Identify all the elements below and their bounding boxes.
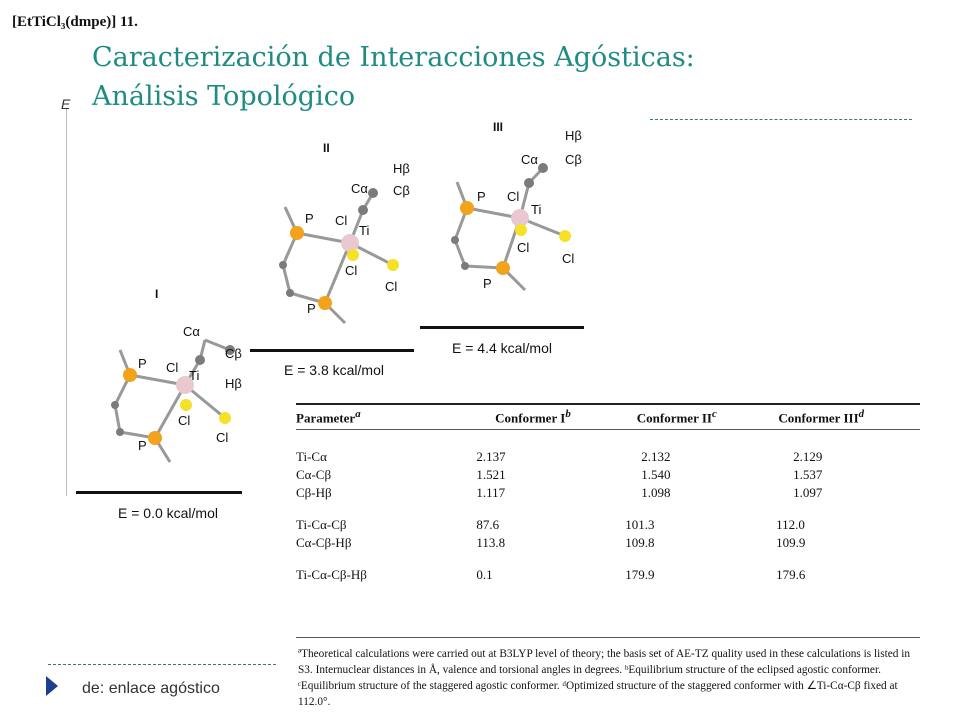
- carbon-atom: [279, 261, 287, 269]
- param-name: Ti-Cα-Cβ: [296, 517, 347, 532]
- Cl-label: Cl: [562, 251, 575, 266]
- value-I: 1.521: [476, 467, 506, 482]
- table-row: [296, 534, 920, 552]
- chlorine-atom: [387, 259, 399, 271]
- value-III: 1.537: [793, 467, 823, 482]
- conformer-III-structure: [425, 128, 595, 318]
- P-label: P: [307, 301, 316, 316]
- Cl-label: Cl: [507, 189, 520, 204]
- H-beta-label: Hβ: [565, 128, 582, 143]
- Cl-label: Cl: [335, 213, 348, 228]
- value-I: 1.117: [476, 485, 506, 500]
- phosphorus-atom: [290, 226, 304, 240]
- carbon-atom: [368, 188, 378, 198]
- header-text: Parameter: [296, 410, 356, 426]
- Cl-label: Cl: [517, 240, 530, 255]
- header-parameter: [296, 405, 455, 429]
- table-row: [296, 448, 920, 466]
- param-name: Cα-Cβ-Hβ: [296, 535, 352, 550]
- footer-text: de: enlace agóstico: [82, 680, 220, 697]
- Cl-label: Cl: [345, 263, 358, 278]
- row-gap: [296, 502, 920, 516]
- table-header-rule: [296, 429, 920, 430]
- carbon-atom: [538, 163, 548, 173]
- energy-axis: [66, 108, 67, 496]
- conformer-II-structure: [255, 155, 425, 345]
- titanium-atom: [341, 234, 359, 252]
- carbon-atom: [451, 236, 459, 244]
- Cl-label: Cl: [166, 360, 179, 375]
- value-II: 2.132: [641, 449, 671, 464]
- row-gap: [296, 552, 920, 566]
- title-divider: [650, 119, 912, 120]
- table-row: [296, 566, 920, 584]
- energy-level-II: [250, 349, 414, 352]
- Cl-label: Cl: [178, 413, 191, 428]
- value-II: 179.9: [625, 567, 655, 582]
- Ti-label: Ti: [189, 368, 200, 383]
- energy-axis-label: E: [61, 96, 71, 112]
- C-beta-label: Cβ: [393, 183, 410, 198]
- C-alpha-label: Cα: [183, 324, 200, 339]
- table-footnote: ªTheoretical calculations were carried out at B3LYP level of theory; the basis set of AE-TZ quality used in these calculations is listed in S3. Internuclear distances in Å, valence and torsional angles in degrees. ᵇEquilibrium structure of the eclipsed agostic conformer. ᶜEquilibrium structure of the staggered agostic conformer. ᵈOptimized structure of the staggered conformer with ∠Ti-Cα-Cβ fixed at 112.0°.: [298, 648, 911, 708]
- chlorine-atom: [347, 249, 359, 261]
- Ti-label: Ti: [531, 202, 542, 217]
- value-II: 1.098: [641, 485, 671, 500]
- H-beta-label: Hβ: [225, 376, 242, 391]
- energy-level-I: [76, 491, 242, 494]
- table-header-row: [296, 405, 920, 429]
- conformer-II-label: II: [323, 141, 330, 155]
- energy-II: E = 3.8 kcal/mol: [284, 362, 384, 378]
- C-alpha-label: Cα: [521, 152, 538, 167]
- chlorine-atom: [180, 399, 192, 411]
- parameter-table: [296, 403, 920, 584]
- header-text: Conformer III: [778, 410, 859, 426]
- value-II: 1.540: [641, 467, 671, 482]
- phosphorus-atom: [148, 431, 162, 445]
- carbon-atom: [524, 178, 534, 188]
- table-bottom-rule: [296, 637, 920, 638]
- value-III: 1.097: [793, 485, 823, 500]
- bullet-arrow-icon: [46, 676, 58, 696]
- header-conformer-II: [637, 405, 779, 429]
- carbon-atom: [195, 355, 205, 365]
- Cl-label: Cl: [216, 430, 229, 445]
- value-II: 101.3: [625, 517, 655, 532]
- table-row: [296, 466, 920, 484]
- value-III: 179.6: [776, 567, 806, 582]
- value-II: 109.8: [625, 535, 655, 550]
- value-I: 87.6: [476, 517, 500, 532]
- table-row: [296, 484, 920, 502]
- slide-title: [92, 38, 812, 116]
- carbon-atom: [358, 205, 368, 215]
- value-I: 113.8: [476, 535, 506, 550]
- C-beta-label: Cβ: [565, 152, 582, 167]
- phosphorus-atom: [123, 368, 137, 382]
- header-text: Conformer II: [636, 410, 712, 426]
- value-III: 112.0: [776, 517, 805, 532]
- P-label: P: [477, 189, 486, 204]
- conformer-I-label: I: [155, 287, 159, 301]
- energy-level-III: [420, 326, 584, 329]
- param-name: Ti-Cα: [296, 449, 327, 464]
- param-name: Cα-Cβ: [296, 467, 332, 482]
- param-name: Cβ-Hβ: [296, 485, 332, 500]
- C-alpha-label: Cα: [351, 181, 368, 196]
- Ti-label: Ti: [359, 223, 370, 238]
- chlorine-atom: [219, 412, 231, 424]
- table-row: [296, 516, 920, 534]
- footer-divider: [48, 664, 276, 665]
- header-conformer-III: [778, 405, 920, 429]
- header-conformer-I: [455, 405, 637, 429]
- value-III: 109.9: [776, 535, 806, 550]
- carbon-atom: [111, 401, 119, 409]
- conformer-I-structure: [80, 300, 280, 480]
- phosphorus-atom: [460, 201, 474, 215]
- header-text: Conformer I: [495, 410, 566, 426]
- chlorine-atom: [559, 230, 571, 242]
- carbon-atom: [461, 262, 469, 270]
- conformer-III-label: III: [493, 120, 504, 134]
- compound-tag: [EtTiCl₃(dmpe)] 11.: [12, 14, 138, 30]
- header-sup: d: [858, 407, 865, 420]
- header-sup: a: [355, 407, 361, 420]
- slide-title-line1: Caracterización de Interacciones Agósticas:: [92, 42, 695, 73]
- header-sup: b: [565, 407, 571, 420]
- param-name: Ti-Cα-Cβ-Hβ: [296, 567, 367, 582]
- energy-III: E = 4.4 kcal/mol: [452, 340, 552, 356]
- P-label: P: [305, 211, 314, 226]
- value-I: 2.137: [476, 449, 506, 464]
- value-I: 0.1: [476, 567, 493, 582]
- P-label: P: [483, 276, 492, 291]
- Cl-label: Cl: [385, 279, 398, 294]
- P-label: P: [138, 438, 147, 453]
- chlorine-atom: [515, 224, 527, 236]
- phosphorus-atom: [318, 296, 332, 310]
- slide-title-line2: Análisis Topológico: [92, 81, 356, 112]
- C-beta-label: Cβ: [225, 346, 242, 361]
- H-beta-label: Hβ: [393, 161, 410, 176]
- carbon-atom: [116, 428, 124, 436]
- energy-I: E = 0.0 kcal/mol: [118, 505, 218, 521]
- header-sup: c: [711, 407, 717, 420]
- phosphorus-atom: [496, 261, 510, 275]
- value-III: 2.129: [793, 449, 823, 464]
- P-label: P: [138, 356, 147, 371]
- carbon-atom: [286, 289, 294, 297]
